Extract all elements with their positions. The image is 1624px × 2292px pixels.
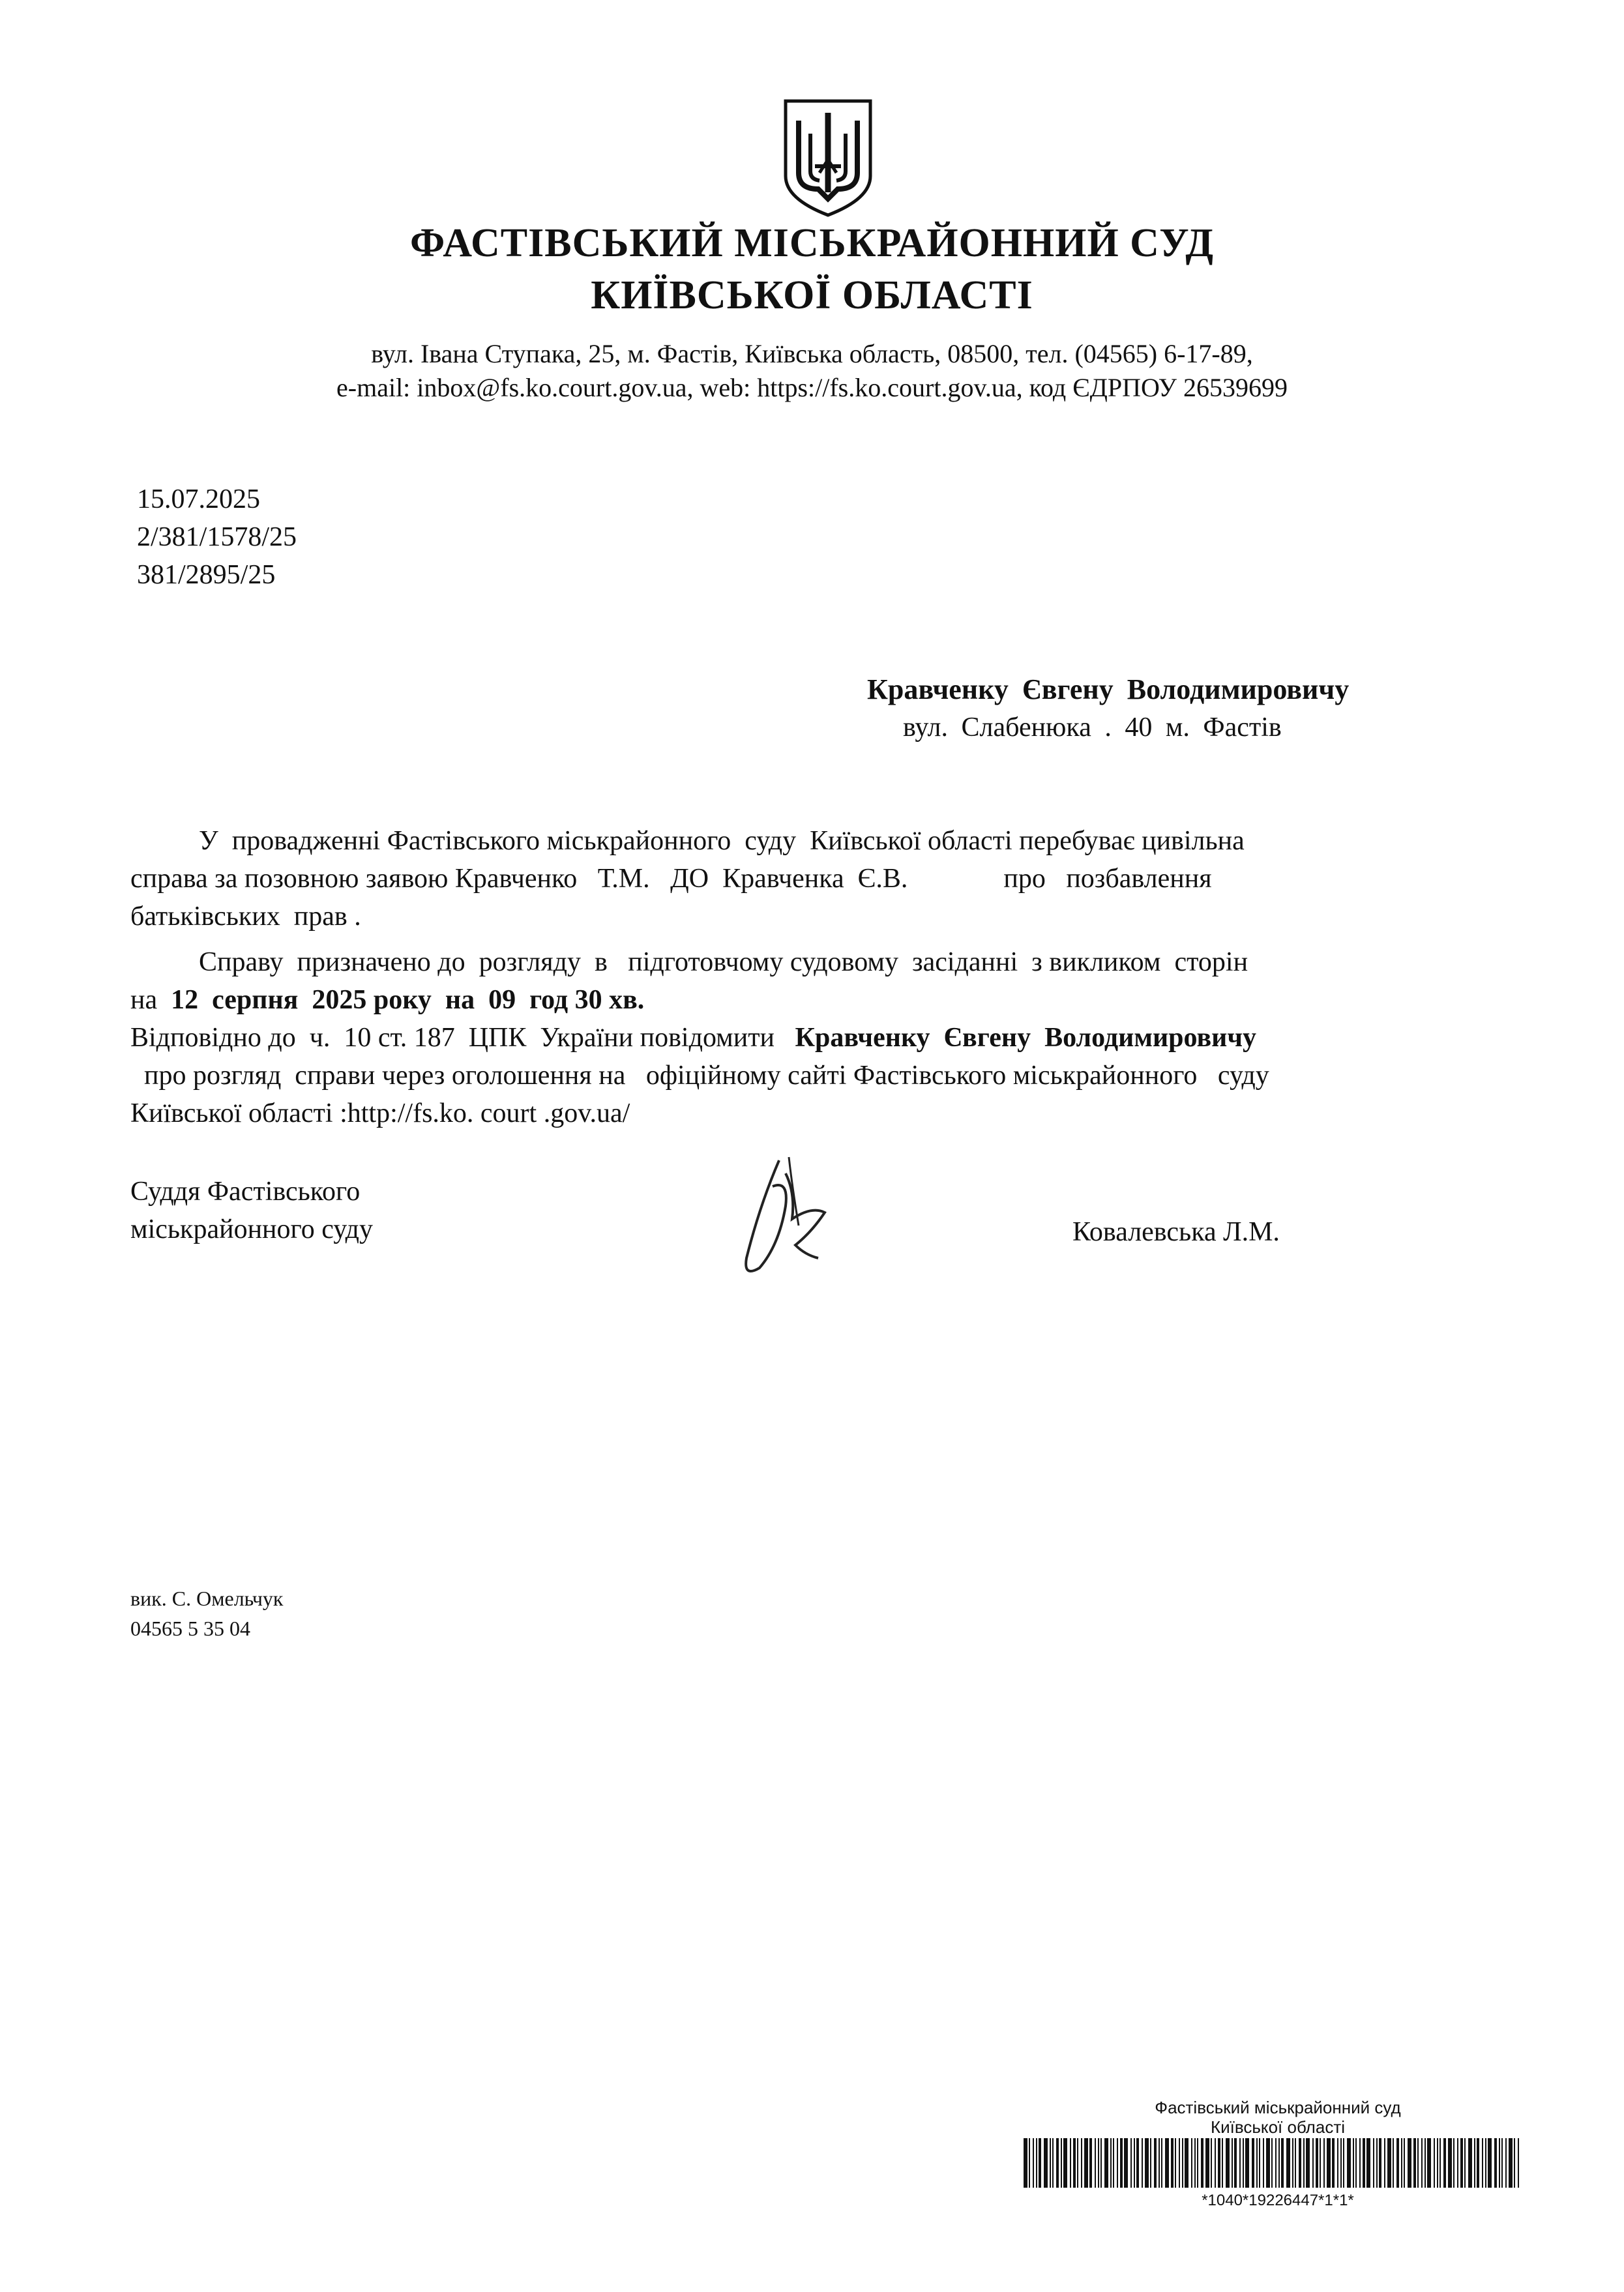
barcode-bar [1039,2138,1041,2188]
barcode-bar [1150,2138,1151,2188]
barcode-bar [1124,2138,1128,2188]
barcode-bar [1154,2138,1157,2188]
barcode-bar [1312,2138,1314,2188]
barcode-bar [1477,2138,1479,2188]
barcode-bar [1453,2138,1454,2188]
paragraph-line: про розгляд справи через оголошення на офіційному сайті Фастівського міськрайонного суду [130,1061,1269,1091]
barcode-bar [1366,2138,1370,2188]
barcode-bar [1488,2138,1492,2188]
hearing-prefix: на [130,985,171,1015]
barcode-bar [1061,2138,1062,2188]
barcode-bar [1292,2138,1293,2188]
barcode-bar [1396,2138,1399,2188]
barcode-bar [1145,2138,1149,2188]
document-date: 15.07.2025 [137,484,260,514]
barcode-bar [1266,2138,1270,2188]
barcode-bar [1485,2138,1486,2188]
barcode-bar [1234,2138,1237,2188]
barcode-bar [1033,2138,1034,2188]
barcode-bar [1159,2138,1160,2188]
stamp-court-name: Фастівський міськрайонний суд [1155,2098,1401,2117]
barcode-bar [1165,2138,1169,2188]
barcode-bar [1353,2138,1354,2188]
barcode-bar [1501,2138,1503,2188]
barcode-bar [1494,2138,1497,2188]
judge-title-line2: міськрайонного суду [130,1214,374,1244]
paragraph-line: Київської області :http://fs.ko. court .gov.ua/ [130,1098,630,1128]
barcode-bar [1029,2138,1030,2188]
barcode-bar [1332,2138,1335,2188]
barcode-bar [1070,2138,1071,2188]
barcode-bar [1232,2138,1233,2188]
court-title-line1: ФАСТІВСЬКИЙ МІСЬКРАЙОННИЙ СУД [409,221,1215,265]
barcode-bar [1044,2138,1048,2188]
barcode-bar [1286,2138,1290,2188]
barcode-bar [1327,2138,1331,2188]
barcode-bar [1194,2138,1196,2188]
barcode-bar [1443,2138,1446,2188]
barcode-bar [1073,2138,1076,2188]
barcode-bar [1084,2138,1088,2188]
coat-of-arms-icon [779,95,877,218]
barcode-bar [1278,2138,1280,2188]
stamp-region: Київської області [1210,2117,1346,2137]
barcode-bar [1514,2138,1515,2188]
addressee-address: вул. Слабенюка . 40 м. Фастів [903,713,1282,742]
barcode-bar [1347,2138,1351,2188]
barcode-bar [1063,2138,1067,2188]
barcode-bar [1340,2138,1342,2188]
barcode-bar [1197,2138,1198,2188]
hearing-date: 12 серпня 2025 року на 09 год 30 хв. [171,985,645,1015]
barcode-bar [1256,2138,1258,2188]
barcode-bar [1056,2138,1059,2188]
barcode-bar [1434,2138,1435,2188]
barcode-bar [1252,2138,1254,2188]
barcode-bar [1089,2138,1092,2188]
document-number: 2/381/1578/25 [137,522,297,552]
paragraph-line: У провадженні Фастівського міськрайонного суду Київської області перебуває цивільна [130,826,1245,856]
barcode-bar [1355,2138,1357,2188]
barcode-bar [1050,2138,1051,2188]
barcode-bar [1316,2138,1318,2188]
barcode-bar [1036,2138,1037,2188]
barcode-bar [1205,2138,1209,2188]
judge-name: Ковалевська Л.М. [1072,1217,1280,1247]
barcode-bar [1509,2138,1513,2188]
barcode-bar [1323,2138,1325,2188]
addressee-name: Кравченку Євгену Володимировичу [867,673,1350,705]
barcode-bar [1077,2138,1078,2188]
barcode-bar [1464,2138,1466,2188]
barcode-bar [1425,2138,1426,2188]
barcode-bar [1343,2138,1344,2188]
court-address: вул. Івана Ступака, 25, м. Фастів, Київська область, 08500, тел. (04565) 6-17-89, [371,339,1253,368]
barcode-bar [1518,2138,1519,2188]
barcode-bar [1263,2138,1264,2188]
barcode-bar [1182,2138,1183,2188]
notified-person: Кравченку Євгену Володимировичу [795,1023,1257,1053]
barcode-bar [1095,2138,1096,2188]
barcode-bar [1243,2138,1244,2188]
barcode-bar [1427,2138,1431,2188]
barcode-bar [1359,2138,1361,2188]
barcode-bar [1373,2138,1374,2188]
barcode-bar [1130,2138,1132,2188]
barcode-bar [1401,2138,1402,2188]
court-contacts: e-mail: inbox@fs.ko.court.gov.ua, web: https://fs.ko.court.gov.ua, код ЄДРПОУ 26539699 [336,373,1288,402]
barcode-bar [1113,2138,1114,2188]
barcode-bar [1448,2138,1452,2188]
barcode-bar [1171,2138,1174,2188]
barcode-bar [1505,2138,1507,2188]
barcode-bar [1134,2138,1135,2188]
barcode-bar [1136,2138,1139,2188]
barcode-bar [1191,2138,1192,2188]
barcode-bar [1024,2138,1027,2188]
barcode-bar [1306,2138,1310,2188]
barcode-bar [1110,2138,1112,2188]
barcode-bar [1161,2138,1162,2188]
barcode-bar [1226,2138,1230,2188]
hearing-date-line [130,982,1493,1018]
barcode-bar [1098,2138,1099,2188]
barcode-bar [1052,2138,1054,2188]
barcode-bar [1215,2138,1216,2188]
barcode-bar [1117,2138,1118,2188]
barcode-number: *1040*19226447*1*1* [1202,2192,1354,2209]
barcode-bar [1437,2138,1438,2188]
barcode-bar [1303,2138,1305,2188]
barcode-bar [1393,2138,1394,2188]
barcode-bar [1387,2138,1391,2188]
barcode-bar [1320,2138,1321,2188]
barcode-bar [1179,2138,1180,2188]
barcode-bar [1175,2138,1176,2188]
barcode-bar [1384,2138,1385,2188]
barcode-bar [1259,2138,1260,2188]
barcode-bar [1245,2138,1249,2188]
barcode-bar [1142,2138,1143,2188]
barcode-bar [1271,2138,1273,2188]
barcode-bar [1468,2138,1472,2188]
barcode-bar [1100,2138,1102,2188]
barcode-bar [1474,2138,1475,2188]
barcode-bar [1457,2138,1458,2188]
barcode-bar [1482,2138,1483,2188]
executor-name: вик. С. Омельчук [130,1587,284,1610]
barcode-bar [1281,2138,1284,2188]
barcode-bar [1421,2138,1423,2188]
notification-prefix: Відповідно до ч. 10 ст. 187 ЦПК України повідомити [130,1023,795,1053]
barcode-bar [1295,2138,1296,2188]
paragraph-line: Справу призначено до розгляду в підготовчому судовому засіданні з викликом сторін [130,947,1248,977]
paragraph-line: батьківських прав . [130,902,361,932]
paragraph-line: справа за позовною заявою Кравченко Т.М. ДО Кравченка Є.В. про позбавлення [130,864,1212,894]
barcode [1017,2138,1526,2188]
barcode-bar [1104,2138,1108,2188]
barcode-bar [1404,2138,1405,2188]
barcode-bar [1120,2138,1123,2188]
barcode-bar [1218,2138,1220,2188]
court-title-line2: КИЇВСЬКОЇ ОБЛАСТІ [591,273,1033,317]
case-number: 381/2895/25 [137,560,276,590]
barcode-bar [1211,2138,1212,2188]
barcode-bar [1376,2138,1378,2188]
barcode-bar [1239,2138,1241,2188]
barcode-bar [1337,2138,1338,2188]
judge-title-line1: Суддя Фастівського [130,1177,361,1207]
notification-line [130,1020,1493,1056]
barcode-bar [1379,2138,1381,2188]
barcode-bar [1201,2138,1203,2188]
barcode-bar [1499,2138,1500,2188]
barcode-bar [1439,2138,1441,2188]
barcode-bar [1275,2138,1277,2188]
handwritten-signature [733,1147,838,1284]
barcode-bar [1222,2138,1223,2188]
executor-phone: 04565 5 35 04 [130,1617,250,1640]
barcode-bar [1460,2138,1463,2188]
barcode-bar [1363,2138,1365,2188]
barcode-bar [1417,2138,1419,2188]
barcode-bar [1408,2138,1411,2188]
barcode-bar [1081,2138,1082,2188]
barcode-bar [1185,2138,1188,2188]
barcode-bar [1413,2138,1416,2188]
barcode-bar [1299,2138,1301,2188]
